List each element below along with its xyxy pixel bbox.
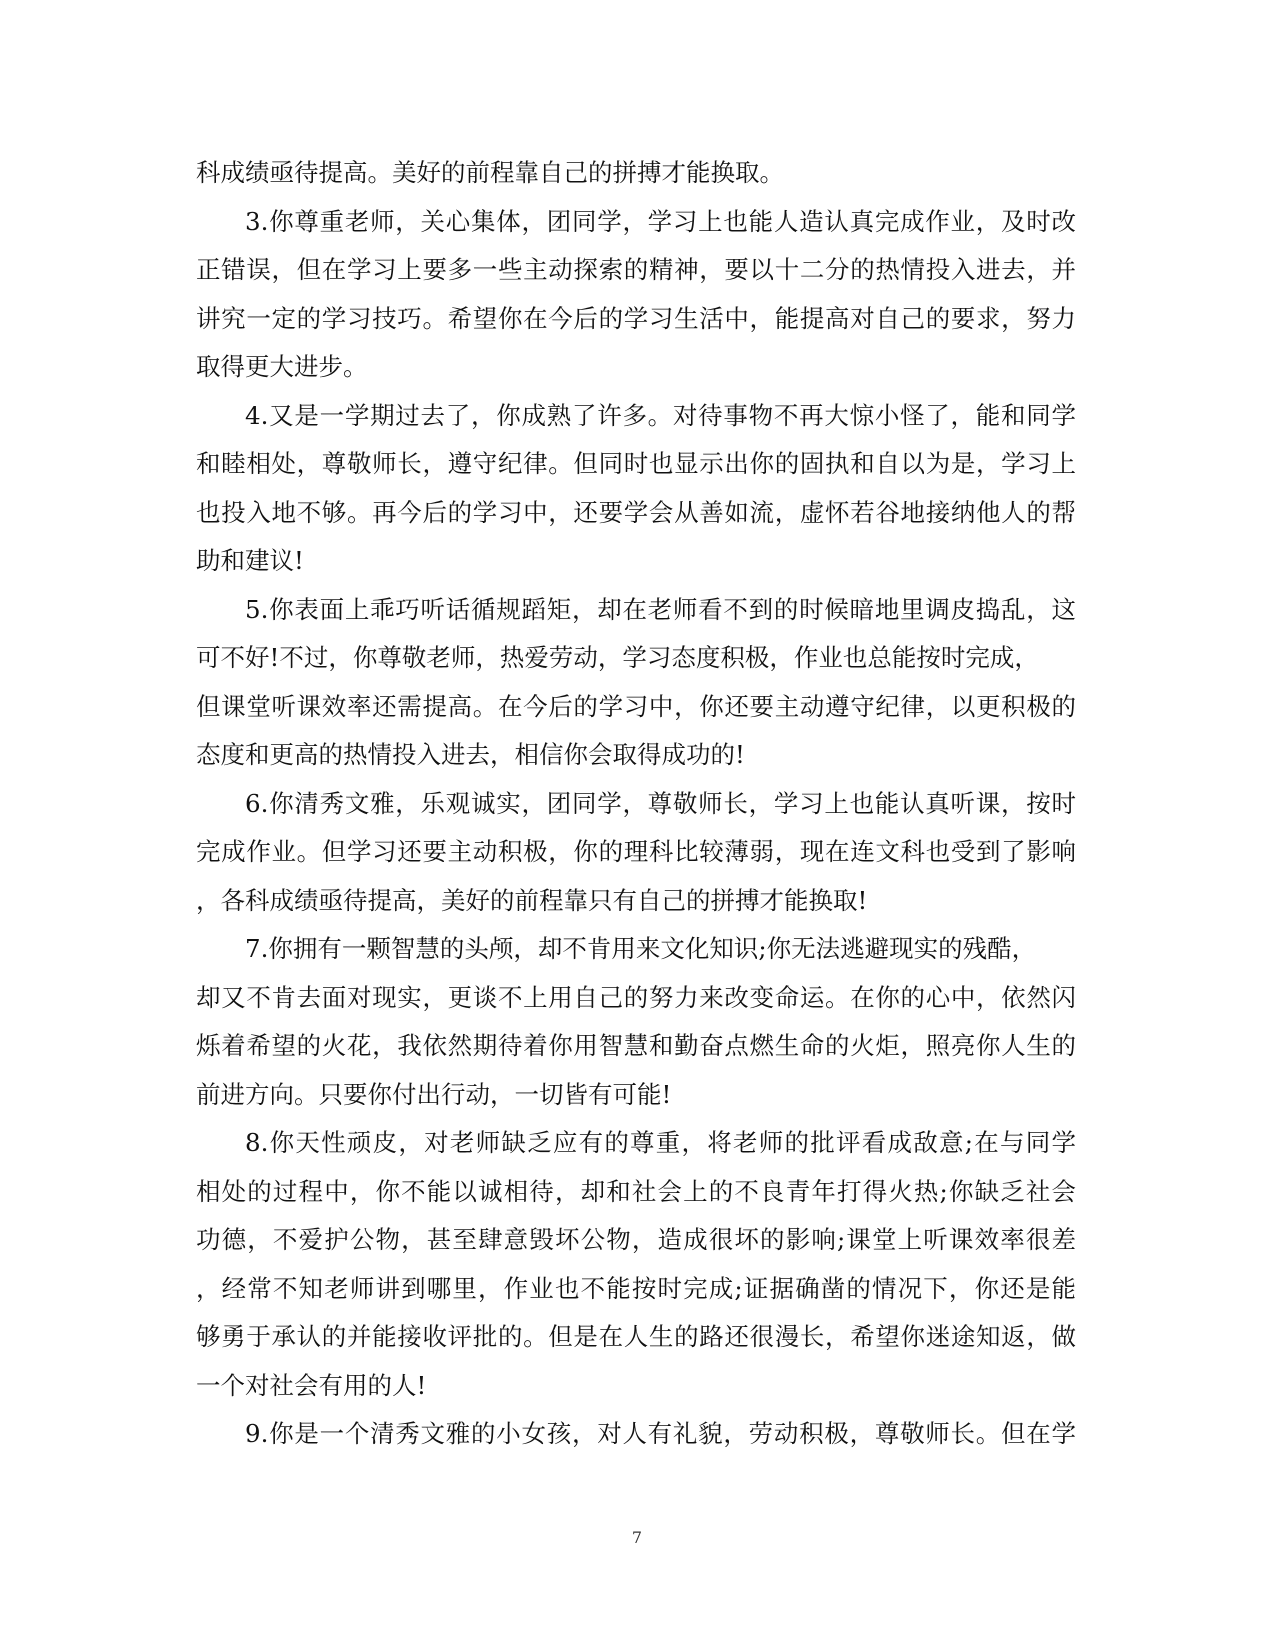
- text-line: ，各科成绩亟待提高，美好的前程靠只有自己的拼搏才能换取!: [196, 885, 868, 915]
- text-line: 7.你拥有一颗智慧的头颅，却不肯用来文化知识;你无法逃避现实的残酷，: [245, 934, 1037, 963]
- text-line: 可不好!不过，你尊敬老师，热爱劳动，学习态度积极，作业也总能按时完成，: [196, 643, 1039, 672]
- text-line: 讲究一定的学习技巧。希望你在今后的学习生活中，能提高对自己的要求，努力: [196, 303, 1076, 333]
- text-line: 却又不肯去面对现实，更谈不上用自己的努力来改变命运。在你的心中，依然闪: [196, 982, 1076, 1012]
- text-line: 一个对社会有用的人!: [196, 1370, 427, 1400]
- text-line: 科成绩亟待提高。美好的前程靠自己的拼搏才能换取。: [196, 158, 784, 187]
- page-number: 7: [631, 1528, 643, 1547]
- body-text: [196, 149, 1076, 1459]
- text-line: 完成作业。但学习还要主动积极，你的理科比较薄弱，现在连文科也受到了影响: [196, 837, 1076, 866]
- text-line: 8.你天性顽皮，对老师缺乏应有的尊重，将老师的批评看成敌意;在与同学: [245, 1128, 1076, 1157]
- text-line: 4.又是一学期过去了，你成熟了许多。对待事物不再大惊小怪了，能和同学: [245, 400, 1076, 430]
- text-line: 但课堂听课效率还需提高。在今后的学习中，你还要主动遵守纪律，以更积极的: [196, 691, 1076, 721]
- text-line: 5.你表面上乖巧听话循规蹈矩，却在老师看不到的时候暗地里调皮捣乱，这: [245, 594, 1076, 624]
- text-line: 9.你是一个清秀文雅的小女孩，对人有礼貌，劳动积极，尊敬师长。但在学: [245, 1419, 1076, 1448]
- text-line: 够勇于承认的并能接收评批的。但是在人生的路还很漫长，希望你迷途知返，做: [196, 1322, 1076, 1351]
- text-line: 前进方向。只要你付出行动，一切皆有可能!: [196, 1079, 672, 1109]
- text-line: 功德，不爱护公物，甚至肆意毁坏公物，造成很坏的影响;课堂上听课效率很差: [196, 1225, 1076, 1254]
- text-line: 相处的过程中，你不能以诚相待，却和社会上的不良青年打得火热;你缺乏社会: [196, 1176, 1076, 1206]
- text-line: 正错误，但在学习上要多一些主动探索的精神，要以十二分的热情投入进去，并: [196, 255, 1076, 284]
- text-line: 也投入地不够。再今后的学习中，还要学会从善如流，虚怀若谷地接纳他人的帮: [196, 497, 1076, 527]
- text-line: 助和建议!: [196, 546, 304, 575]
- text-line: 和睦相处，尊敬师长，遵守纪律。但同时也显示出你的固执和自以为是，学习上: [196, 449, 1076, 478]
- text-line: 态度和更高的热情投入进去，相信你会取得成功的!: [196, 740, 745, 769]
- text-line: 取得更大进步。: [196, 352, 368, 381]
- text-line: ，经常不知老师讲到哪里，作业也不能按时完成;证据确凿的情况下，你还是能: [196, 1273, 1076, 1303]
- text-line: 烁着希望的火花，我依然期待着你用智慧和勤奋点燃生命的火炬，照亮你人生的: [196, 1031, 1076, 1060]
- text-line: 3.你尊重老师，关心集体，团同学，学习上也能人造认真完成作业，及时改: [245, 206, 1076, 236]
- text-line: 6.你清秀文雅，乐观诚实，团同学，尊敬师长，学习上也能认真听课，按时: [245, 788, 1076, 818]
